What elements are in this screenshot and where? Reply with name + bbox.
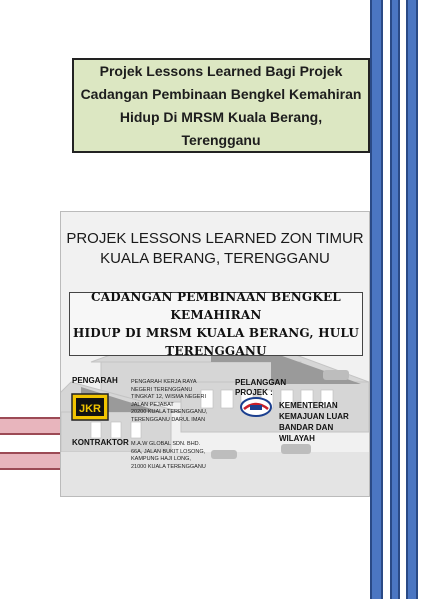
pengarah-address-line: PENGARAH KERJA RAYA bbox=[131, 379, 197, 385]
project-name-line-2: HIDUP DI MRSM KUALA BERANG, HULU bbox=[72, 326, 360, 340]
pengarah-address bbox=[131, 379, 207, 424]
blue-stripe-2 bbox=[390, 0, 400, 599]
project-name-banner bbox=[69, 292, 363, 356]
cover-panel bbox=[60, 211, 370, 497]
pengarah-address-line: TINGKAT 12, WISMA NEGERI bbox=[131, 394, 206, 400]
pelanggan-name-line: KEMAJUAN LUAR bbox=[279, 412, 349, 421]
pelanggan-name bbox=[279, 400, 349, 444]
title-line-2: Cadangan Pembinaan Bengkel Kemahiran bbox=[80, 85, 362, 102]
pengarah-address-line: 20200 KUALA TERENGGANU, bbox=[131, 409, 208, 415]
pelanggan-label-2: PROJEK : bbox=[235, 388, 273, 397]
blue-stripe-3 bbox=[406, 0, 418, 599]
pengarah-address-line: TERENGGANU DARUL IMAN bbox=[131, 416, 206, 423]
kontraktor-address-line: KAMPUNG HAJI LONG, bbox=[131, 456, 191, 462]
pengarah-address-line: NEGERI TERENGGANU bbox=[131, 386, 193, 393]
title-line-1: Projek Lessons Learned Bagi Projek bbox=[99, 62, 343, 79]
pengarah-address-line: JALAN PEJABAT bbox=[131, 401, 174, 408]
ministry-logo-icon bbox=[239, 396, 273, 418]
jkr-logo-text: JKR bbox=[78, 403, 102, 415]
cover-heading-line-2: KUALA BERANG, TERENGGANU bbox=[100, 250, 330, 267]
kontraktor-address-line: 21000 KUALA TERENGGANU bbox=[131, 463, 206, 470]
kontraktor-address-line: 66A, JALAN BUKIT LOSONG, bbox=[131, 448, 206, 455]
pelanggan-label: PELANGGAN bbox=[235, 378, 287, 387]
kontraktor-address bbox=[131, 441, 206, 471]
pelanggan-name-line: WILAYAH bbox=[279, 434, 315, 443]
pelanggan-name-line: BANDAR DAN bbox=[279, 423, 334, 432]
kontraktor-label: KONTRAKTOR bbox=[72, 438, 129, 447]
document-title bbox=[74, 60, 368, 152]
title-line-3: Hidup Di MRSM Kuala Berang, Terengganu bbox=[119, 108, 323, 148]
project-name-line-1: CADANGAN PEMBINAAN BENGKEL KEMAHIRAN bbox=[91, 290, 341, 322]
project-name bbox=[70, 288, 362, 360]
pengarah-label: PENGARAH bbox=[72, 376, 118, 385]
blue-stripe-1 bbox=[370, 0, 383, 599]
cover-heading-line-1: PROJEK LESSONS LEARNED ZON TIMUR bbox=[66, 230, 364, 247]
jkr-logo-icon bbox=[70, 392, 110, 422]
document-title-box bbox=[72, 58, 370, 153]
pelanggan-name-line: KEMENTERIAN bbox=[279, 401, 338, 410]
kontraktor-address-line: M.A.W GLOBAL SDN. BHD. bbox=[131, 441, 201, 447]
project-name-line-3: TERENGGANU bbox=[165, 344, 267, 358]
